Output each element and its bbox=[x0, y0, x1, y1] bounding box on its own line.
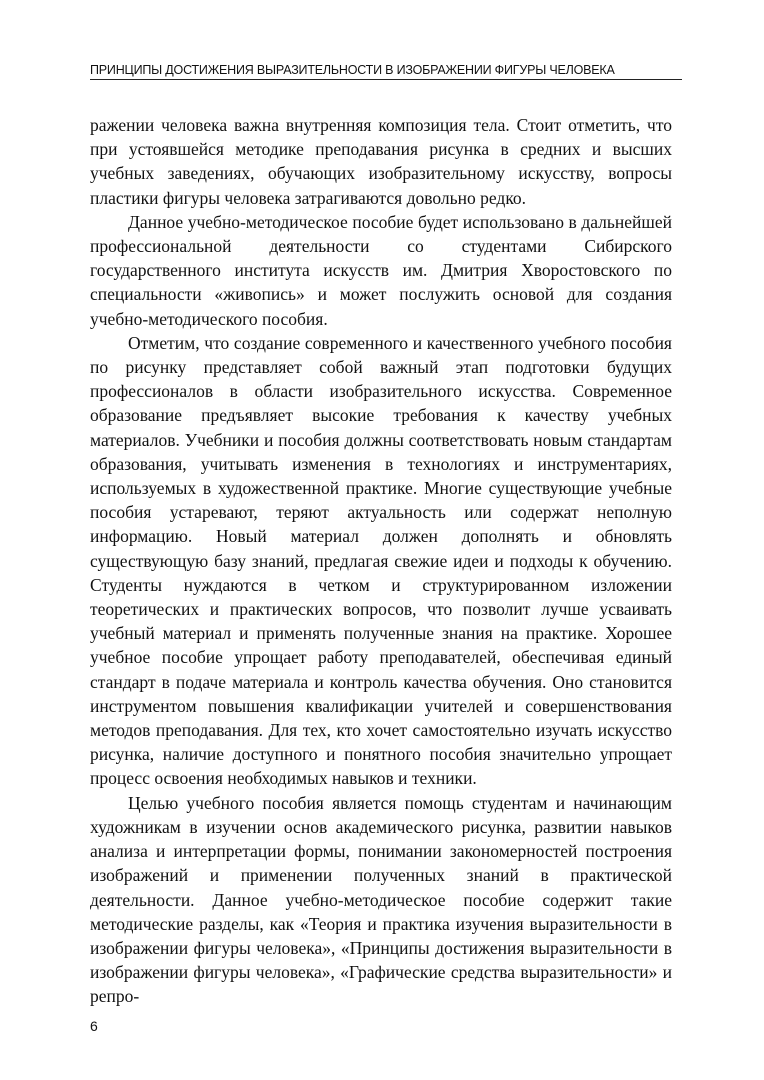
body-text bbox=[90, 113, 672, 1009]
paragraph-purpose: Данное учебно-методическое пособие будет использовано в дальнейшей профессиональной деятельности со студентами Сибирского государственного института искусств им. Дмитрия Хворостовского по специальности «живопись» и может послужить основой для создания учебно-методического пособия. bbox=[90, 211, 672, 329]
running-header-title: ПРИНЦИПЫ ДОСТИЖЕНИЯ ВЫРАЗИТЕЛЬНОСТИ В ИЗОБРАЖЕНИИ ФИГУРЫ ЧЕЛОВЕКА bbox=[90, 63, 615, 77]
paragraph-modern-manual: Отметим, что создание современного и качественного учебного пособия по рисунку представляет собой важный этап подготовки будущих профессионалов в области изобразительного искусства. Современное образование предъявляет высокие требования к качеству учебных материалов. Учебники и пособия должны соответствовать новым стандартам образования, учитывать изменения в технологиях и инструментариях, используемых в художественной практике. Многие существующие учебные пособия устаревают, теряют актуальность или содержат неполную информацию. Новый материал должен дополнять и обновлять существующую базу знаний, предлагая свежие идеи и подходы к обучению. Студенты нуждаются в четком и структурированном изложении теоретических и практических вопросов, что позволит лучше усваивать учебный материал и применять полученные знания на практике. Хорошее учебное пособие упрощает работу преподавателей, обеспечивая единый стандарт в подаче материала и контроль качества обучения. Оно становится инструментом повышения квалификации учителей и совершенствования методов преподавания. Для тех, кто хочет самостоятельно изучать искусство рисунка, наличие доступного и понятного пособия значительно упрощает процесс освоения необходимых навыков и техники. bbox=[90, 332, 672, 789]
paragraph-continuation: ражении человека важна внутренняя композиция тела. Стоит отметить, что при устоявшейся методике преподавания рисунка в средних и высших учебных заведениях, обучающих изобразительному искусству, вопросы пластики фигуры человека затрагиваются довольно редко. bbox=[90, 115, 672, 208]
header-divider bbox=[90, 79, 682, 80]
page-number: 6 bbox=[90, 1018, 98, 1034]
paragraph-goal: Целью учебного пособия является помощь студентам и начинающим художникам в изучении основ академического рисунка, развитии навыков анализа и интерпретации формы, понимании закономерностей построения изображений и применении полученных знаний в практической деятельности. Данное учебно-методическое пособие содержит такие методические разделы, как «Теория и практика изучения выразительности в изображении фигуры человека», «Принципы достижения выразительности в изображении фигуры человека», «Графические средства выразительности» и репро- bbox=[90, 792, 672, 1007]
